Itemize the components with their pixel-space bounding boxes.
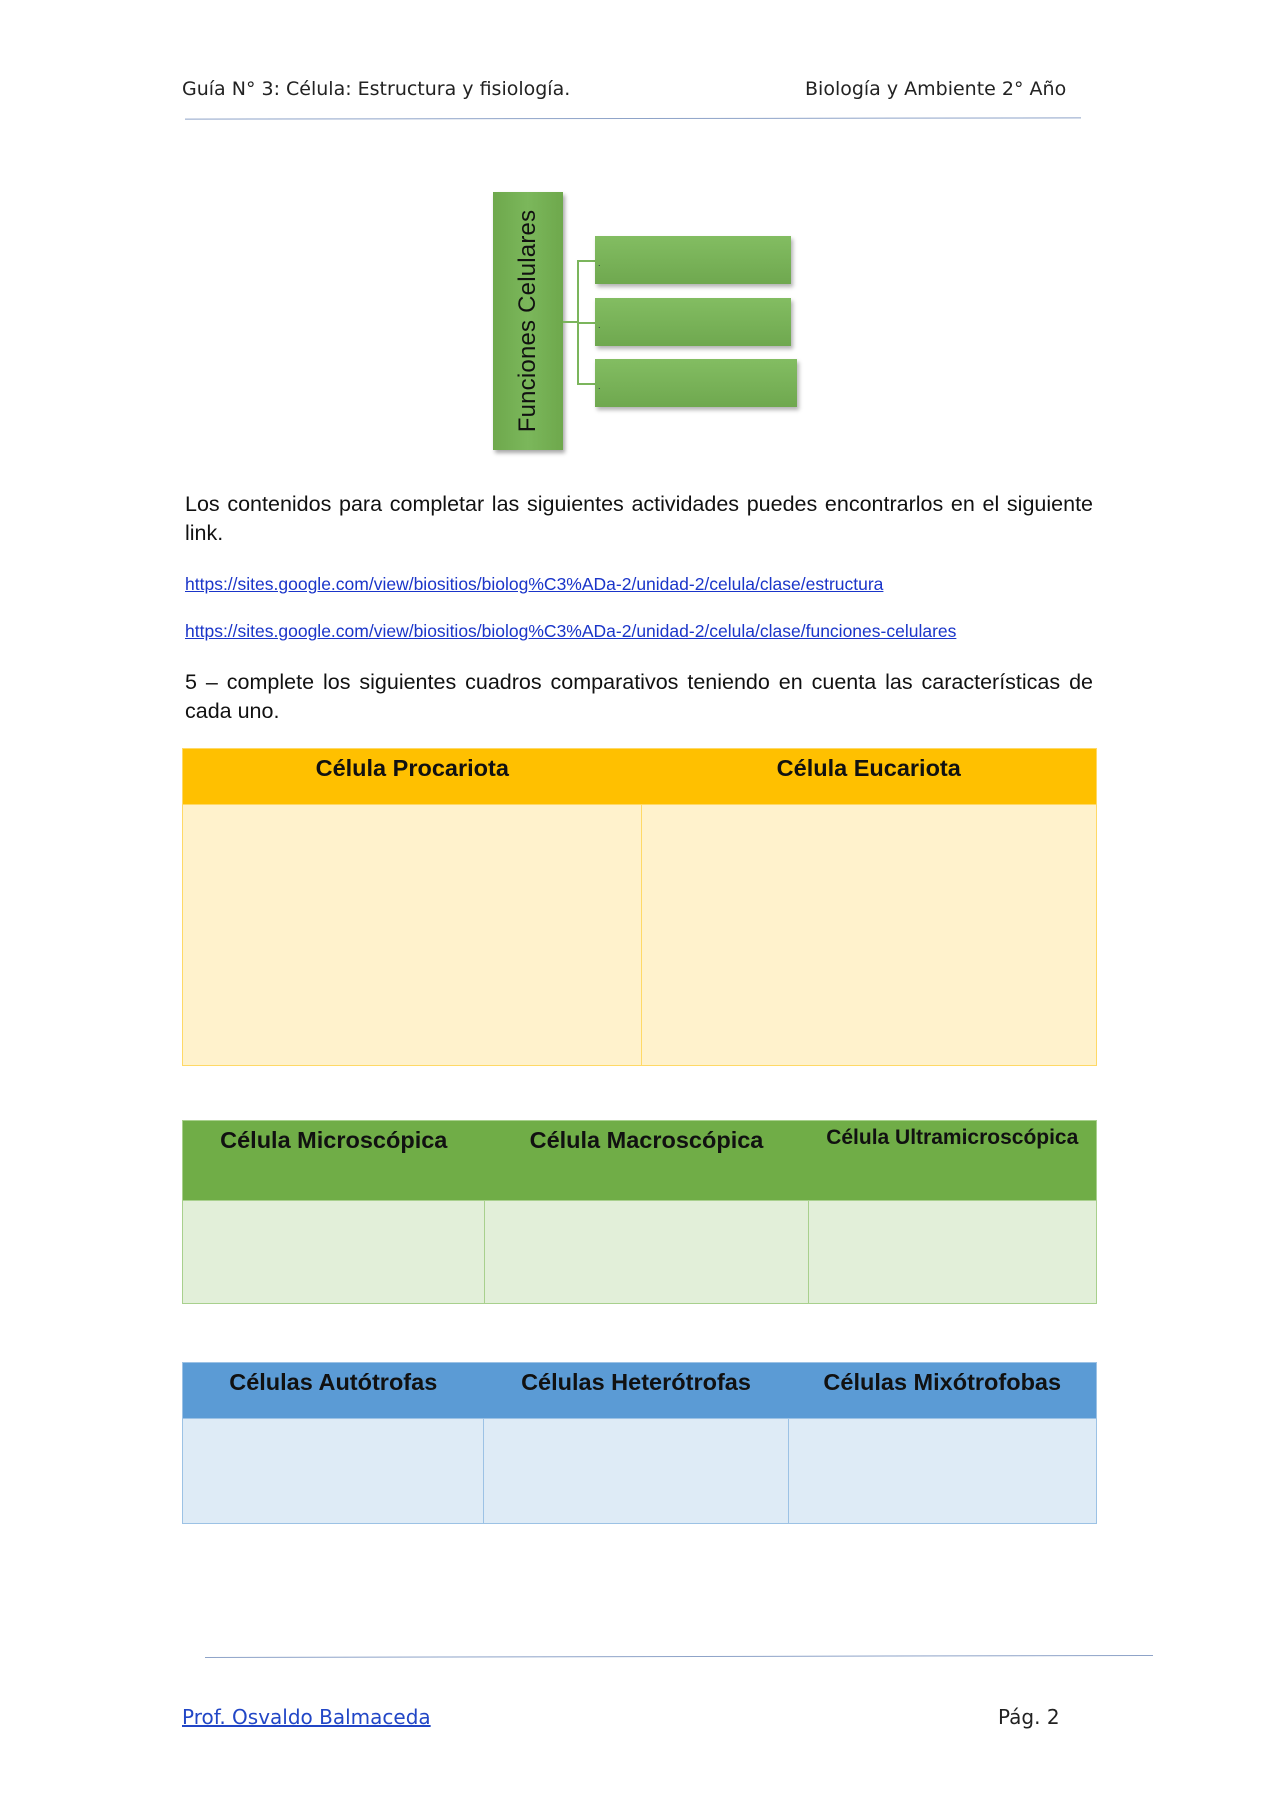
diagram-connector [577,322,595,324]
link-estructura[interactable]: https://sites.google.com/view/biositios/biolog%C3%ADa-2/unidad-2/celula/clase/estructura [185,574,884,594]
diagram-child-box [595,236,791,284]
intro-paragraph: Los contenidos para completar las siguientes actividades puedes encontrarlos en el siguiente link. [185,492,1093,545]
header-title: Guía N° 3: Célula: Estructura y fisiología. [182,78,571,100]
header-macroscopica: Célula Macroscópica [485,1121,809,1201]
header-autotrofas: Células Autótrofas [183,1363,484,1419]
diagram-root-label: Funciones Celulares [514,209,541,433]
diagram-child-box [595,359,797,407]
cell-heterotrofas[interactable] [484,1419,789,1524]
header-eucariota: Célula Eucariota [642,749,1097,805]
header-ultramicroscopica: Célula Ultramicroscópica [809,1121,1097,1201]
cell-macroscopica[interactable] [485,1201,809,1304]
diagram-child-label: . [598,320,601,330]
diagram-child-box [595,298,791,346]
cell-procariota[interactable] [183,805,642,1066]
cell-functions-diagram [493,192,803,454]
header-mixotrofobas: Células Mixótrofobas [789,1363,1097,1419]
diagram-connector [577,383,595,385]
header-subject: Biología y Ambiente 2° Año [805,78,1067,100]
footer-author: Prof. Osvaldo Balmaceda [182,1705,431,1729]
activity-instruction: 5 – complete los siguientes cuadros comparativos teniendo en cuenta las características de cada uno. [185,670,1093,723]
diagram-connector [563,321,577,323]
table-procariota-eucariota [182,748,1097,1066]
diagram-child-label: . [598,381,601,391]
cell-mixotrofobas[interactable] [789,1419,1097,1524]
cell-autotrofas[interactable] [183,1419,484,1524]
table-nutrition-types [182,1362,1097,1524]
header-microscopica: Célula Microscópica [183,1121,485,1201]
table-cell-size [182,1120,1097,1304]
header-heterotrofas: Células Heterótrofas [484,1363,789,1419]
header-procariota: Célula Procariota [183,749,642,805]
header-rule [185,117,1081,119]
footer-rule [205,1655,1153,1658]
cell-eucariota[interactable] [642,805,1097,1066]
cell-ultramicroscopica[interactable] [809,1201,1097,1304]
diagram-child-label: . [598,258,601,268]
diagram-connector [577,260,595,262]
footer-page-number: Pág. 2 [998,1705,1060,1729]
cell-microscopica[interactable] [183,1201,485,1304]
link-funciones-celulares[interactable]: https://sites.google.com/view/biositios/biolog%C3%ADa-2/unidad-2/celula/clase/funciones-celulares [185,621,957,641]
diagram-root-box [493,192,563,450]
